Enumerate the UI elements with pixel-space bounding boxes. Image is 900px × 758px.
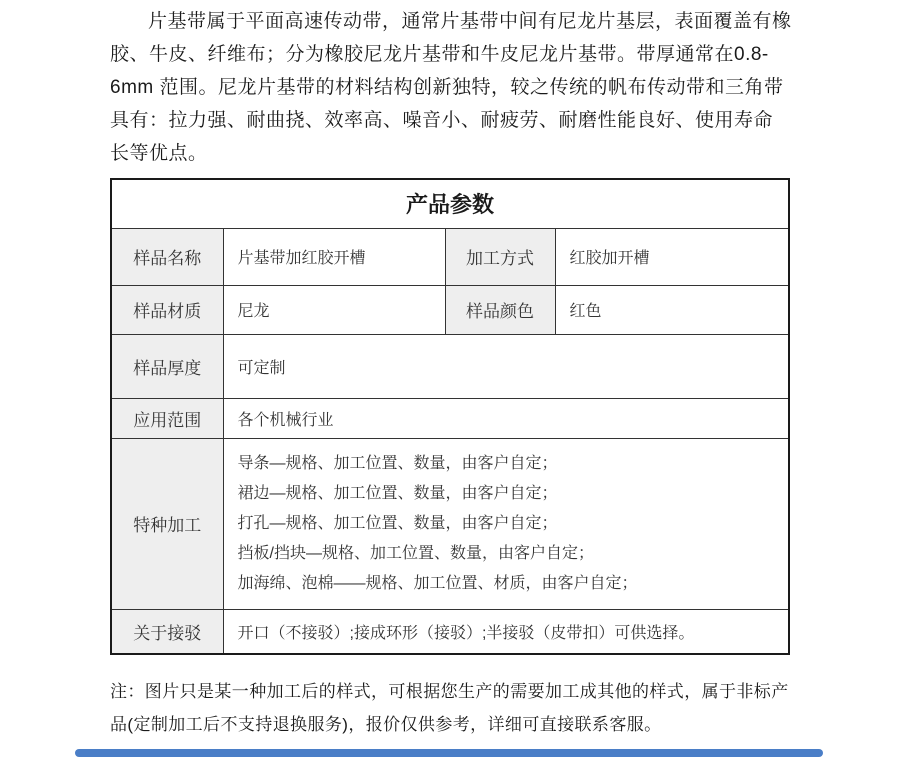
note-paragraph: 注：图片只是某一种加工后的样式，可根据您生产的需要加工成其他的样式，属于非标产品(定制加工后不支持退换服务)，报价仅供参考，详细可直接联系客服。 [110,682,789,734]
special-processing-line: 加海绵、泡棉——规格、加工位置、材质，由客户自定； [237,574,638,592]
row-value-processing-method: 红胶加开槽 [555,228,789,285]
table-row [111,398,789,438]
row-label-processing-method: 加工方式 [445,228,555,285]
row-label-splicing: 关于接驳 [111,609,223,654]
table-row [111,609,789,654]
table-title-row [111,179,789,228]
product-parameters-table [110,178,790,655]
special-processing-line: 打孔—规格、加工位置、数量，由客户自定； [237,514,558,532]
row-value-special-processing [223,438,789,609]
row-value-sample-thickness: 可定制 [223,334,789,398]
special-processing-line: 裙边—规格、加工位置、数量，由客户自定； [237,484,558,502]
row-value-application-range: 各个机械行业 [223,398,789,438]
row-value-sample-color: 红色 [555,285,789,334]
row-label-sample-thickness: 样品厚度 [111,334,223,398]
horizontal-scrollbar-thumb[interactable] [75,749,823,757]
table-title: 产品参数 [111,179,789,228]
row-value-sample-material: 尼龙 [223,285,445,334]
intro-paragraph: 片基带属于平面高速传动带，通常片基带中间有尼龙片基层，表面覆盖有橡胶、牛皮、纤维布；分为橡胶尼龙片基带和牛皮尼龙片基带。带厚通常在0.8-6mm 范围。尼龙片基带的材料结构创新独特，较之传统的帆布传动带和三角带具有：拉力强、耐曲挠、效率高、噪音小、耐疲劳、耐磨性能良好、使用寿命长等优点。 [110,11,792,164]
row-label-sample-material: 样品材质 [111,285,223,334]
table-row [111,228,789,285]
table-row [111,285,789,334]
table-row [111,334,789,398]
row-value-sample-name: 片基带加红胶开槽 [223,228,445,285]
row-label-application-range: 应用范围 [111,398,223,438]
special-processing-lines [238,449,781,599]
row-label-sample-name: 样品名称 [111,228,223,285]
row-value-splicing: 开口（不接驳）;接成环形（接驳）;半接驳（皮带扣）可供选择。 [223,609,789,654]
row-label-special-processing: 特种加工 [111,438,223,609]
special-processing-line: 导条—规格、加工位置、数量，由客户自定； [237,454,558,472]
product-detail-section [110,0,792,741]
special-processing-line: 挡板/挡块—规格、加工位置、数量，由客户自定； [237,544,594,562]
row-label-sample-color: 样品颜色 [445,285,555,334]
table-row [111,438,789,609]
